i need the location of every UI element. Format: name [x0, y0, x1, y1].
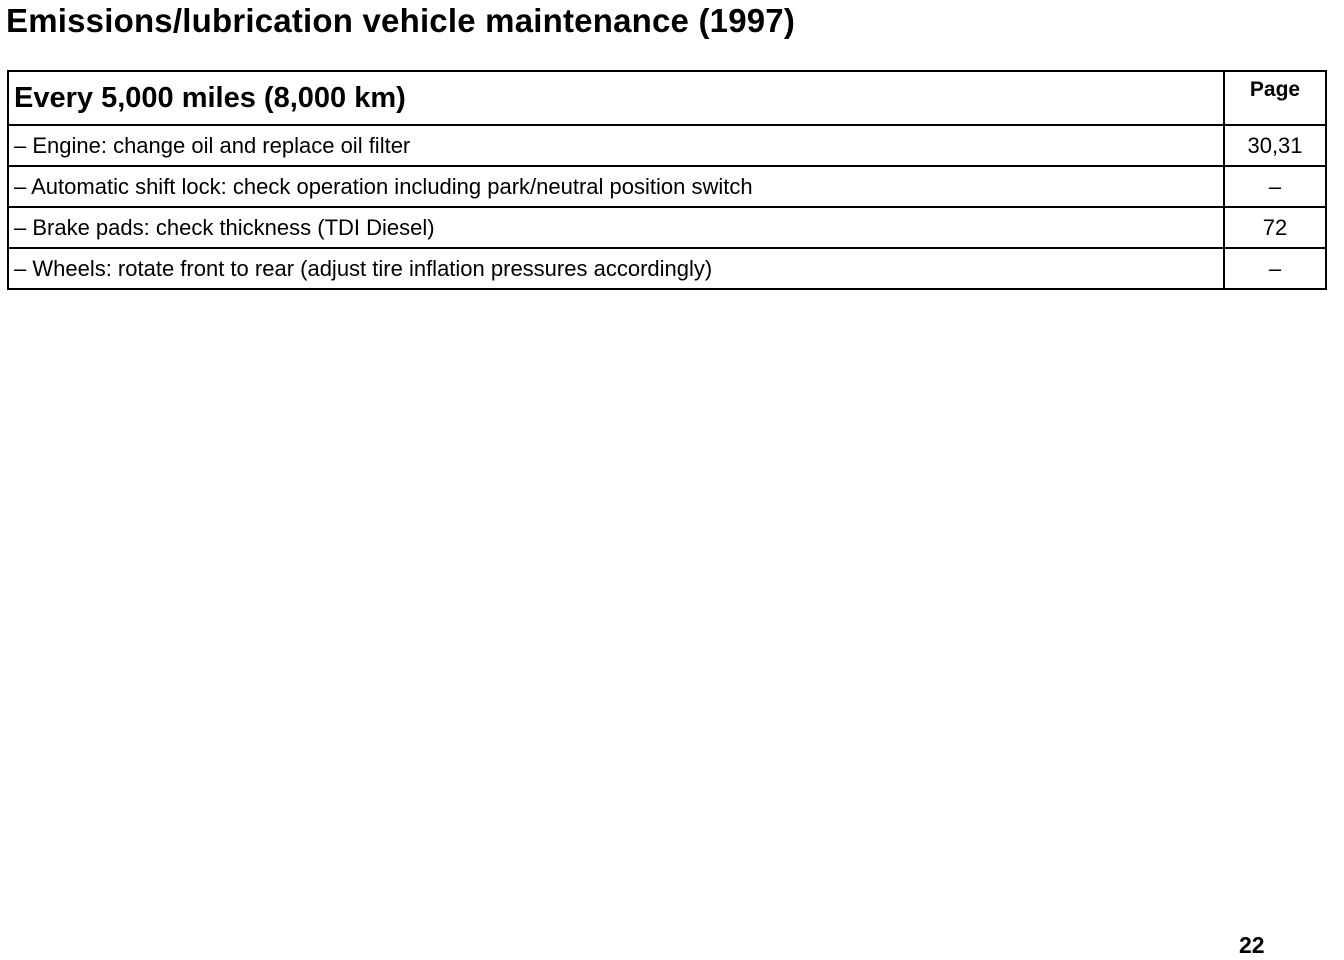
task-shift-lock: – Automatic shift lock: check operation including park/neutral position switch	[8, 166, 1224, 207]
task-page-ref: 72	[1224, 207, 1326, 248]
table-row	[8, 166, 1326, 207]
task-page-ref: 30,31	[1224, 125, 1326, 166]
task-engine-oil: – Engine: change oil and replace oil filter	[8, 125, 1224, 166]
page-number: 22	[1239, 932, 1265, 958]
table-header-row	[8, 71, 1326, 125]
table-row	[8, 248, 1326, 289]
table-row	[8, 207, 1326, 248]
task-wheels: – Wheels: rotate front to rear (adjust tire inflation pressures accordingly)	[8, 248, 1224, 289]
page-column-heading: Page	[1224, 71, 1326, 125]
task-page-ref: –	[1224, 166, 1326, 207]
table-row	[8, 125, 1326, 166]
page-title: Emissions/lubrication vehicle maintenance (1997)	[6, 2, 796, 39]
task-page-ref: –	[1224, 248, 1326, 289]
interval-heading: Every 5,000 miles (8,000 km)	[8, 71, 1224, 125]
task-brake-pads: – Brake pads: check thickness (TDI Diesel)	[8, 207, 1224, 248]
maintenance-table	[7, 70, 1327, 290]
